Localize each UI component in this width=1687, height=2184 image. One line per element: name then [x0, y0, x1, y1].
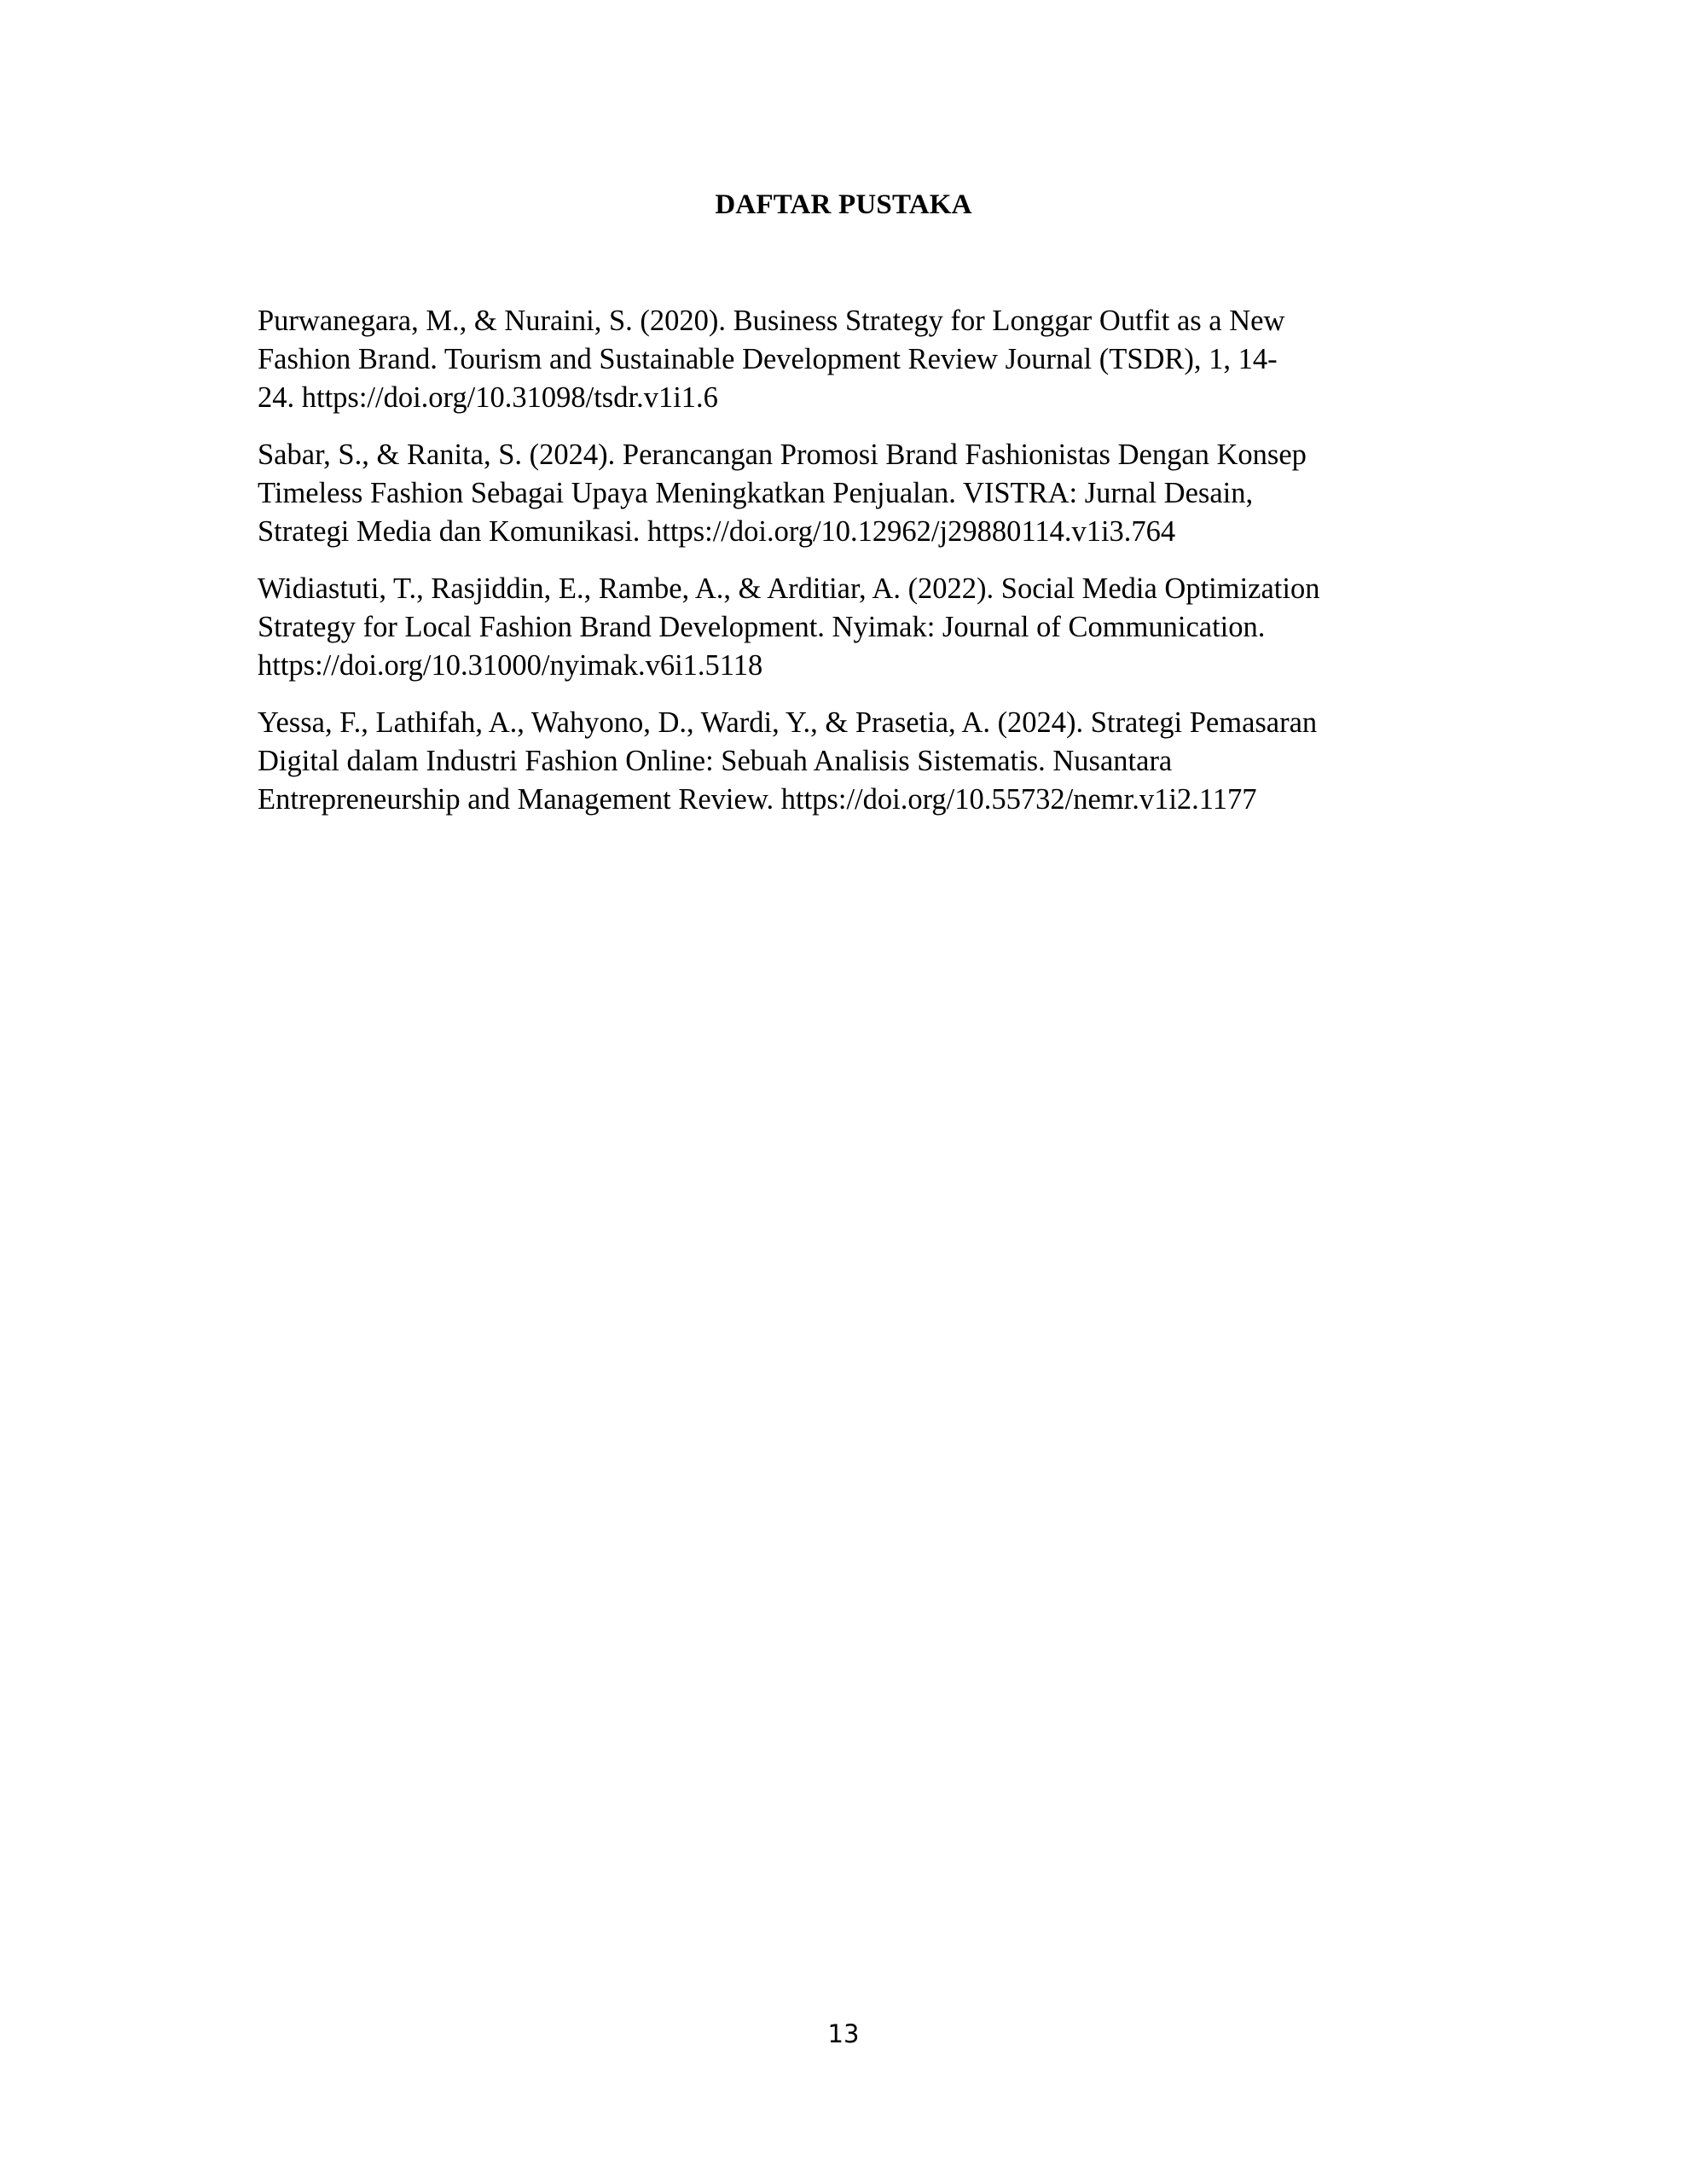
reference-list [258, 302, 1443, 838]
reference-line: https://doi.org/10.31000/nyimak.v6i1.5118 [258, 649, 763, 682]
reference-line: Entrepreneurship and Management Review. https://doi.org/10.55732/nemr.v1i2.1177 [258, 783, 1257, 816]
reference-line: 24. https://doi.org/10.31098/tsdr.v1i1.6 [258, 381, 718, 414]
reference-line: Digital dalam Industri Fashion Online: Sebuah Analisis Sistematis. Nusantara [258, 745, 1173, 777]
reference-line: Strategy for Local Fashion Brand Development. Nyimak: Journal of Communication. [258, 611, 1266, 643]
reference-line: Fashion Brand. Tourism and Sustainable Development Review Journal (TSDR), 1, 14- [258, 343, 1278, 375]
reference-line: Strategi Media dan Komunikasi. https://doi.org/10.12962/j29880114.v1i3.764 [258, 515, 1176, 548]
reference-line: Yessa, F., Lathifah, A., Wahyono, D., Wardi, Y., & Prasetia, A. (2024). Strategi Pemasaran [258, 706, 1318, 739]
reference-item [258, 436, 1443, 551]
reference-item [258, 302, 1443, 417]
page-title: DAFTAR PUSTAKA [715, 189, 972, 220]
page-number: 13 [827, 2019, 860, 2048]
reference-line: Timeless Fashion Sebagai Upaya Meningkatkan Penjualan. VISTRA: Jurnal Desain, [258, 477, 1254, 509]
reference-line: Widiastuti, T., Rasjiddin, E., Rambe, A., & Arditiar, A. (2022). Social Media Optimization [258, 572, 1320, 605]
reference-line: Sabar, S., & Ranita, S. (2024). Perancangan Promosi Brand Fashionistas Dengan Konsep [258, 439, 1307, 471]
reference-item [258, 704, 1443, 819]
reference-item [258, 570, 1443, 685]
reference-line: Purwanegara, M., & Nuraini, S. (2020). Business Strategy for Longgar Outfit as a New [258, 305, 1285, 337]
